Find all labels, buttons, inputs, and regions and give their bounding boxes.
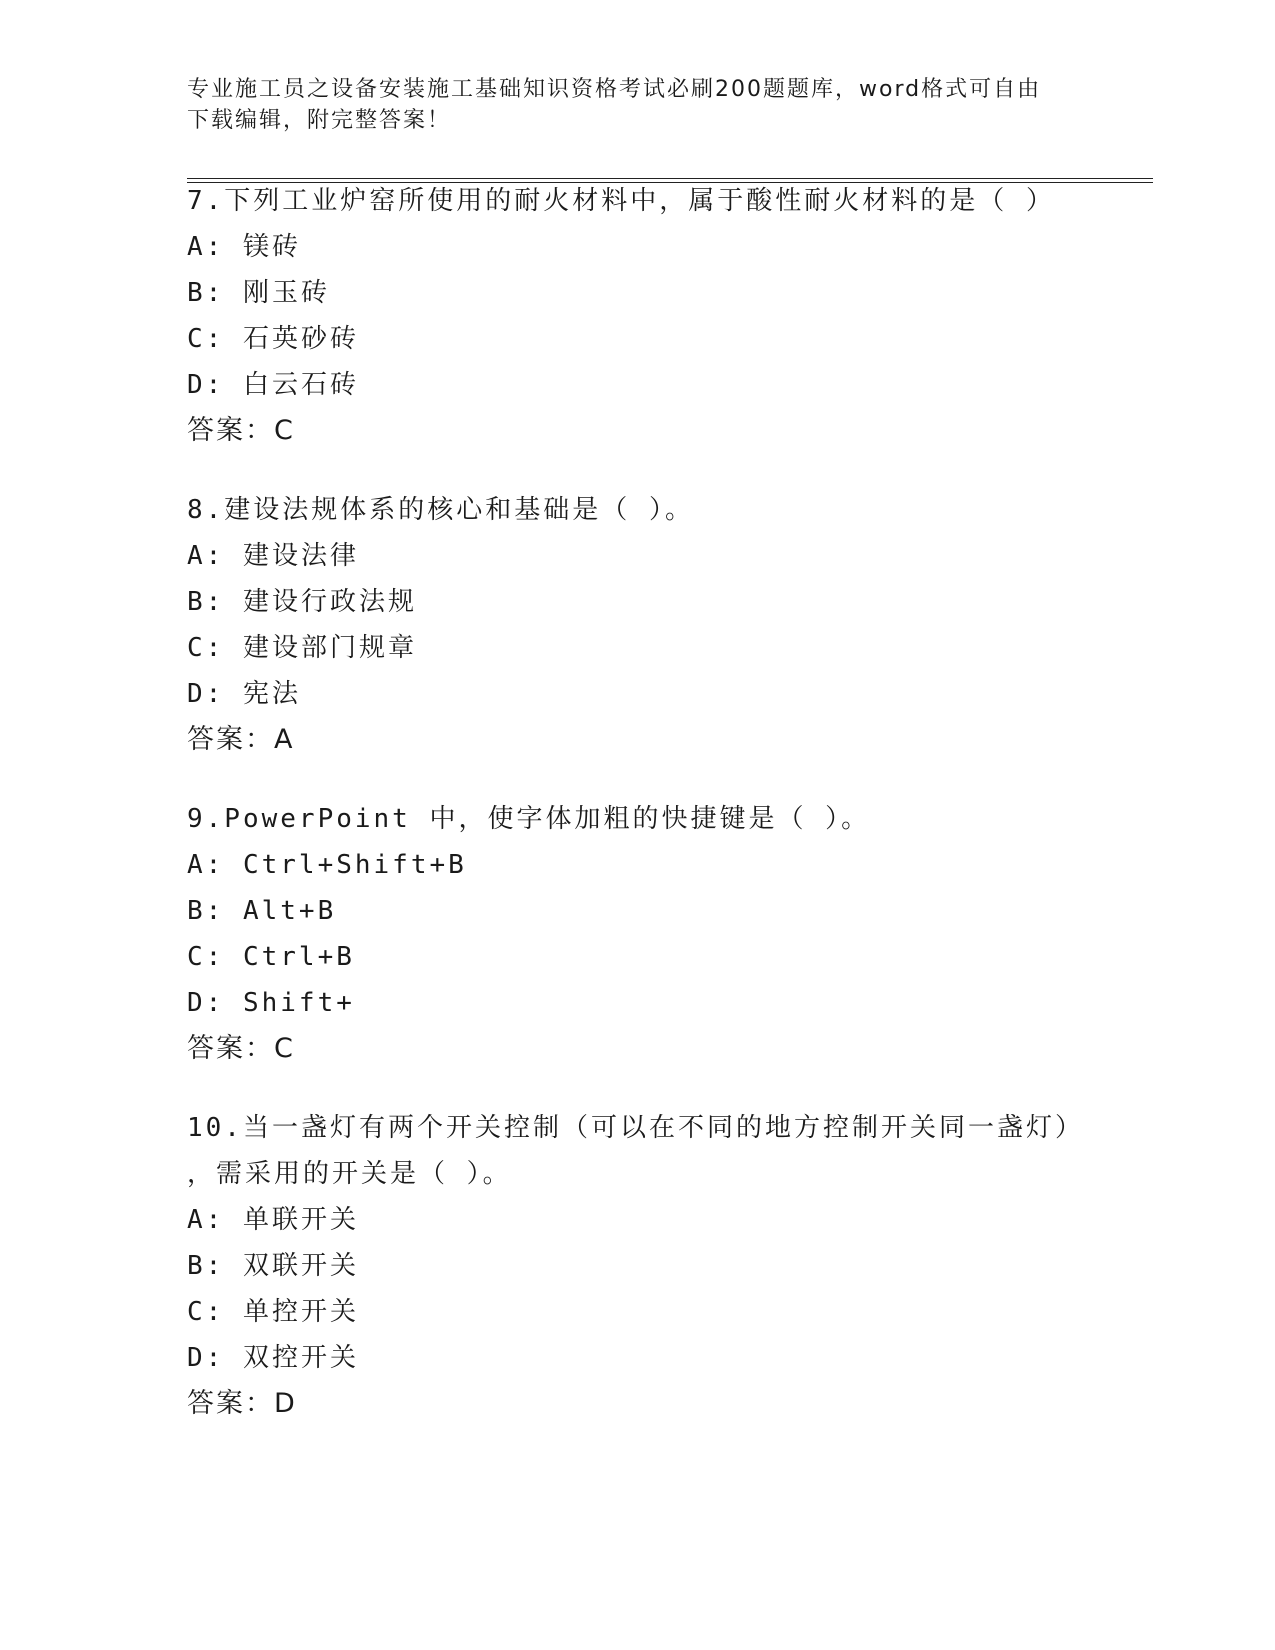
option-b: B: 双联开关 bbox=[187, 1251, 359, 1281]
answer: 答案：D bbox=[187, 1388, 297, 1419]
question-9 bbox=[187, 796, 1087, 1072]
option-a: A: 建设法律 bbox=[187, 541, 359, 571]
option-a: A: 单联开关 bbox=[187, 1205, 359, 1235]
option-c: C: 石英砂砖 bbox=[187, 324, 359, 354]
option-b: B: 刚玉砖 bbox=[187, 278, 330, 308]
option-d: D: 宪法 bbox=[187, 679, 301, 709]
option-d: D: 双控开关 bbox=[187, 1343, 359, 1373]
question-stem: 8.建设法规体系的核心和基础是（ ）。 bbox=[187, 495, 694, 525]
option-c: C: Ctrl+B bbox=[187, 942, 355, 972]
option-b: B: 建设行政法规 bbox=[187, 587, 417, 617]
option-a: A: 镁砖 bbox=[187, 232, 301, 262]
question-8 bbox=[187, 487, 1087, 763]
answer: 答案：C bbox=[187, 415, 295, 446]
answer: 答案：C bbox=[187, 1033, 295, 1064]
question-stem: 10.当一盏灯有两个开关控制（可以在不同的地方控制开关同一盏灯） ，需采用的开关是（ ）。 bbox=[187, 1113, 1084, 1189]
option-b: B: Alt+B bbox=[187, 896, 337, 926]
document-header bbox=[187, 74, 1087, 136]
question-10 bbox=[187, 1105, 1087, 1427]
option-c: C: 单控开关 bbox=[187, 1297, 359, 1327]
option-d: D: 白云石砖 bbox=[187, 370, 359, 400]
header-line-1: 专业施工员之设备安装施工基础知识资格考试必刷200题题库，word格式可自由 bbox=[187, 77, 1042, 102]
option-d: D: Shift+ bbox=[187, 988, 355, 1018]
option-a: A: Ctrl+Shift+B bbox=[187, 850, 467, 880]
answer: 答案：A bbox=[187, 724, 295, 755]
option-c: C: 建设部门规章 bbox=[187, 633, 417, 663]
question-7 bbox=[187, 178, 1087, 454]
header-line-2: 下载编辑，附完整答案！ bbox=[187, 108, 452, 133]
question-stem: 7.下列工业炉窑所使用的耐火材料中，属于酸性耐火材料的是（ ） bbox=[187, 186, 1055, 216]
question-stem: 9.PowerPoint 中，使字体加粗的快捷键是（ ）。 bbox=[187, 804, 871, 834]
